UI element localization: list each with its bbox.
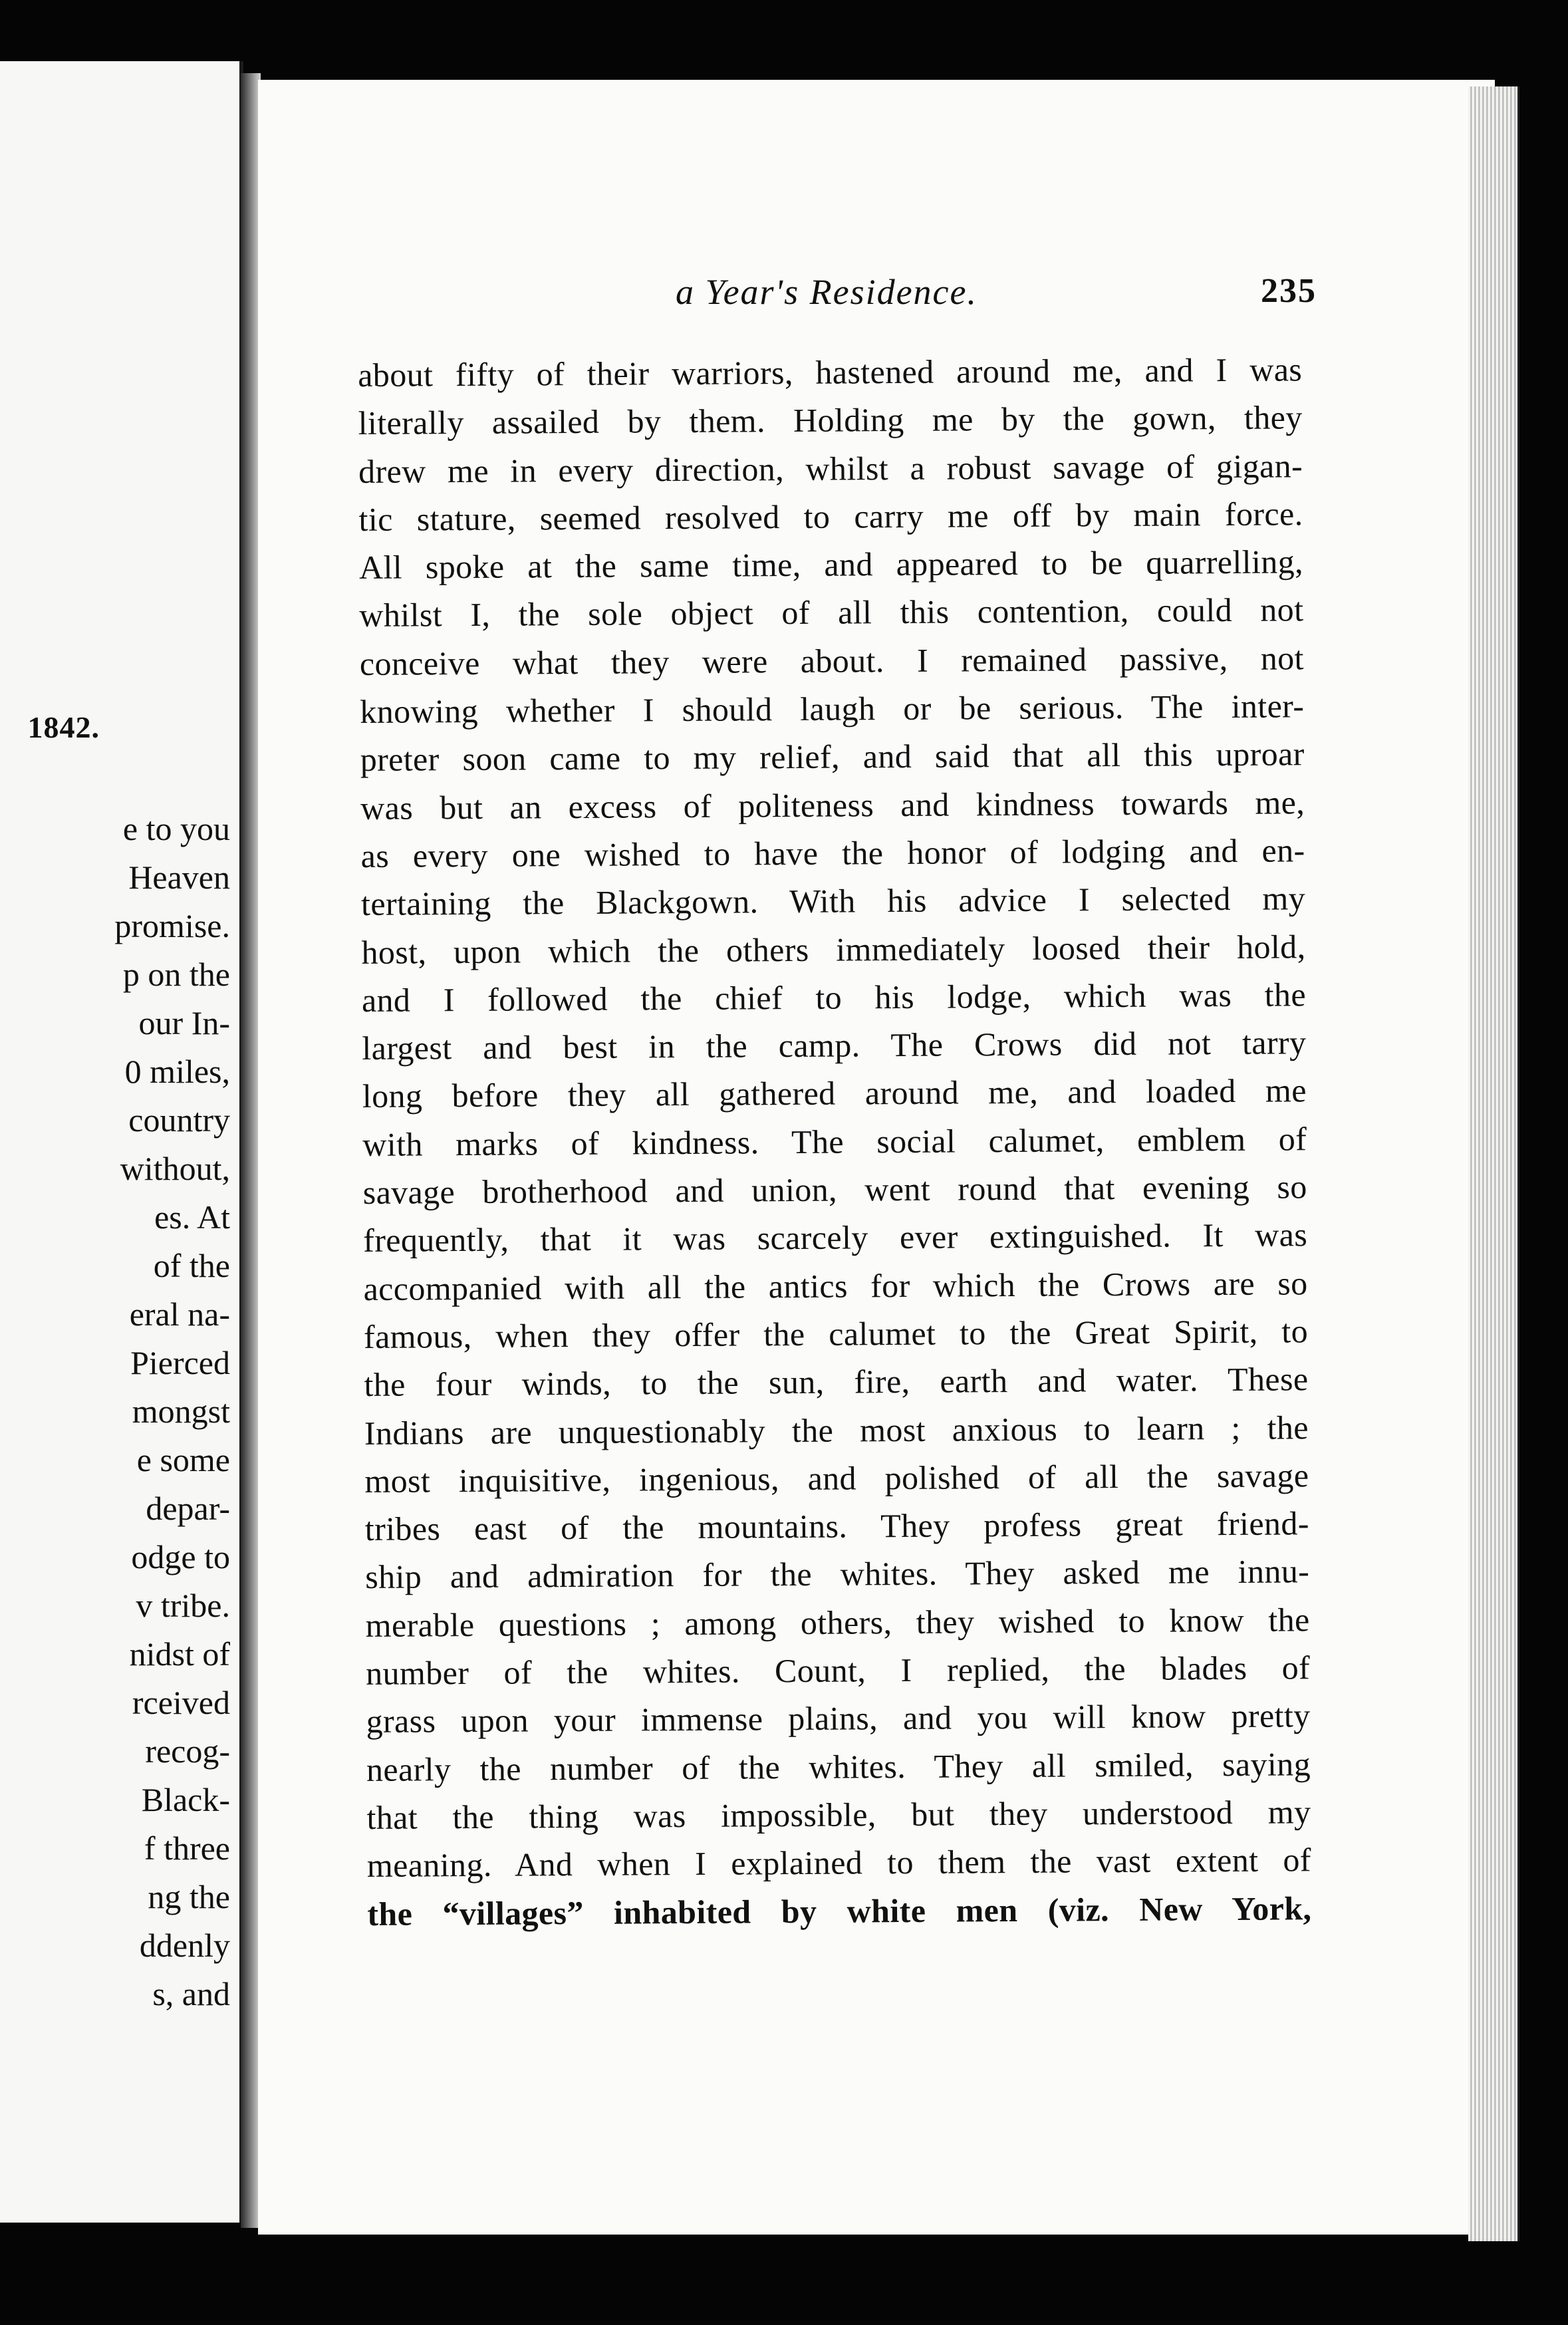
left-line: nidst of bbox=[129, 1635, 230, 1673]
text-line: Indians are unquestionably the most anxious to learn ; the bbox=[364, 1408, 1309, 1452]
text-line: conceive what they were about. I remained passive, not bbox=[359, 639, 1305, 682]
text-line: savage brotherhood and union, went round that evening so bbox=[362, 1168, 1307, 1212]
left-line: e some bbox=[136, 1441, 230, 1478]
text-line: frequently, that it was scarcely ever extinguished. It was bbox=[362, 1216, 1308, 1260]
left-line: es. At bbox=[154, 1198, 230, 1236]
text-line: knowing whether I should laugh or be serious. The inter- bbox=[360, 687, 1305, 731]
left-line: our In- bbox=[138, 1004, 230, 1041]
page-number: 235 bbox=[1261, 272, 1317, 310]
left-page-year: 1842. bbox=[27, 710, 100, 744]
left-line: rceived bbox=[132, 1684, 230, 1721]
left-line: without, bbox=[120, 1150, 230, 1187]
text-line: famous, when they offer the calumet to the Great Spirit, to bbox=[363, 1312, 1309, 1355]
left-line: country bbox=[128, 1101, 230, 1139]
text-line: literally assailed by them. Holding me by the gown, they bbox=[358, 398, 1303, 442]
text-line: and I followed the chief to his lodge, which was the bbox=[361, 976, 1307, 1019]
left-line: s, and bbox=[152, 1975, 230, 2012]
left-line: e to you bbox=[122, 810, 230, 847]
left-line: eral na- bbox=[129, 1296, 230, 1333]
text-line: as every one wished to have the honor of lodging and en- bbox=[360, 831, 1305, 875]
text-line: long before they all gathered around me, and loaded me bbox=[362, 1071, 1307, 1115]
text-line: nearly the number of the whites. They all smiled, saying bbox=[366, 1744, 1311, 1788]
book-page bbox=[258, 80, 1495, 2235]
body-text bbox=[358, 345, 1312, 1937]
previous-page bbox=[0, 61, 243, 2223]
text-line: tribes east of the mountains. They profess great friend- bbox=[364, 1504, 1309, 1548]
text-line: the four winds, to the sun, fire, earth and water. These bbox=[364, 1360, 1309, 1404]
text-line: whilst I, the sole object of all this contention, could not bbox=[359, 591, 1304, 634]
text-line: host, upon which the others immediately loosed their hold, bbox=[361, 927, 1306, 971]
left-line: Pierced bbox=[130, 1344, 230, 1381]
left-line: depar- bbox=[146, 1490, 230, 1527]
left-line: of the bbox=[153, 1247, 230, 1284]
running-header bbox=[258, 271, 1495, 325]
left-line: v tribe. bbox=[136, 1587, 230, 1624]
text-line: most inquisitive, ingenious, and polished of all the savage bbox=[364, 1456, 1309, 1500]
left-line: Heaven bbox=[128, 859, 230, 896]
text-line: with marks of kindness. The social calumet, emblem of bbox=[362, 1120, 1307, 1163]
page-edges bbox=[1468, 86, 1519, 2241]
text-line: merable questions ; among others, they wished to know the bbox=[365, 1601, 1310, 1644]
text-line: accompanied with all the antics for which the Crows are so bbox=[363, 1264, 1308, 1307]
left-line: odge to bbox=[131, 1538, 230, 1575]
left-line: recog- bbox=[145, 1732, 230, 1770]
left-line: 0 miles, bbox=[124, 1053, 230, 1090]
left-line: ng the bbox=[148, 1878, 230, 1915]
text-line: largest and best in the camp. The Crows did not tarry bbox=[362, 1024, 1307, 1067]
text-line: the “villages” inhabited by white men (viz. New York, bbox=[367, 1889, 1312, 1933]
text-line: tertaining the Blackgown. With his advice I selected my bbox=[360, 879, 1306, 923]
text-line: ship and admiration for the whites. They asked me innu- bbox=[365, 1552, 1310, 1596]
left-line: f three bbox=[144, 1830, 230, 1867]
left-line: Black- bbox=[141, 1781, 230, 1818]
text-line: about fifty of their warriors, hastened around me, and I was bbox=[358, 350, 1303, 394]
text-line: preter soon came to my relief, and said that all this uproar bbox=[360, 735, 1305, 779]
left-line: mongst bbox=[132, 1393, 230, 1430]
text-line: number of the whites. Count, I replied, the blades of bbox=[365, 1649, 1311, 1692]
running-head-title: a Year's Residence. bbox=[676, 272, 978, 312]
text-line: tic stature, seemed resolved to carry me off by main force. bbox=[358, 495, 1303, 538]
text-line: grass upon your immense plains, and you will know pretty bbox=[366, 1697, 1311, 1740]
text-line: All spoke at the same time, and appeared to be quarrelling, bbox=[358, 543, 1304, 587]
text-line: drew me in every direction, whilst a robust savage of gigan- bbox=[358, 446, 1303, 490]
text-line: that the thing was impossible, but they understood my bbox=[366, 1793, 1311, 1836]
text-line: was but an excess of politeness and kindness towards me, bbox=[360, 783, 1305, 827]
text-line: meaning. And when I explained to them the vast extent of bbox=[366, 1841, 1312, 1885]
left-line: ddenly bbox=[139, 1927, 230, 1964]
left-page-text bbox=[4, 805, 230, 2018]
left-line: p on the bbox=[122, 956, 230, 993]
left-line: promise. bbox=[114, 907, 230, 944]
